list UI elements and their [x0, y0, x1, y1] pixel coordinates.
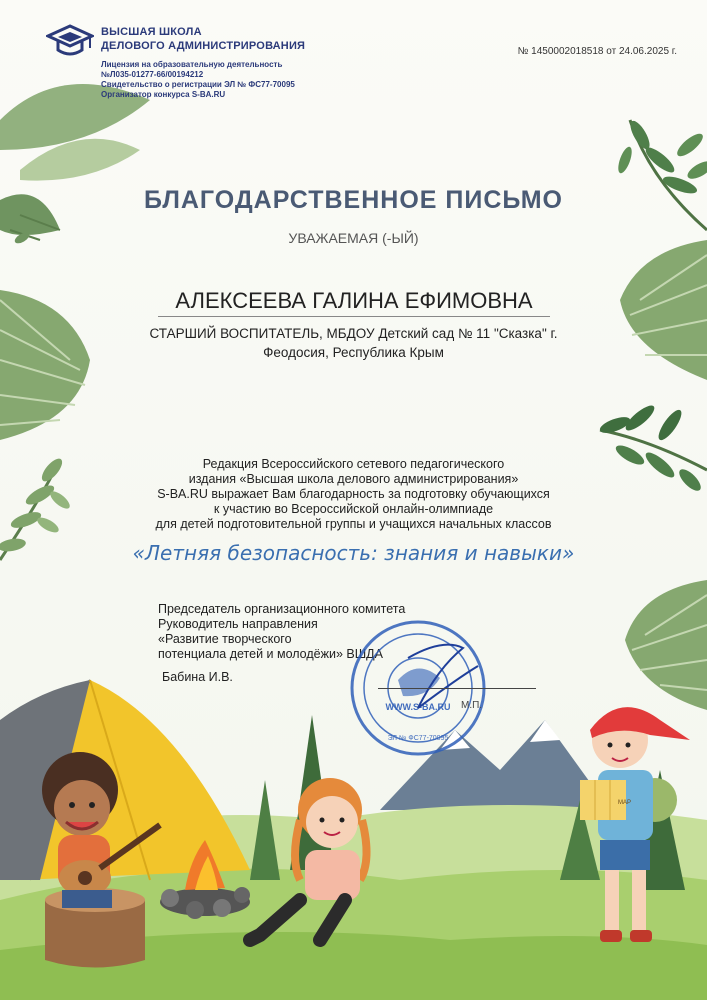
- registration-text: Свидетельство о регистрации ЭЛ № ФС77-70095: [101, 80, 295, 89]
- recipient-position: [110, 324, 597, 362]
- license-number: №Л035-01277-66/00194212: [101, 70, 204, 79]
- license-text: Лицензия на образовательную деятельность: [101, 60, 283, 69]
- position-line2: Феодосия, Республика Крым: [263, 345, 444, 360]
- org-name-line2: ДЕЛОВОГО АДМИНИСТРИРОВАНИЯ: [101, 40, 306, 52]
- map-label: MAP: [618, 800, 632, 806]
- salutation: УВАЖАЕМАЯ (-ЫЙ): [288, 230, 419, 246]
- stamp-url: WWW.S-BA.RU: [385, 702, 451, 712]
- stamp-registration: ЭЛ № ФС77-70095: [387, 735, 449, 742]
- position-line1: СТАРШИЙ ВОСПИТАТЕЛЬ, МБДОУ Детский сад № 11 "Сказка" г.: [149, 326, 558, 341]
- stamp-place-mark: М.П.: [461, 700, 483, 711]
- body-line1: Редакция Всероссийского сетевого педагогического: [202, 457, 505, 471]
- organization-credentials: [101, 60, 295, 100]
- document-title: БЛАГОДАРСТВЕННОЕ ПИСЬМО: [143, 186, 564, 214]
- body-line3: S-BA.RU выражает Вам благодарность за подготовку обучающихся: [157, 487, 550, 501]
- gratitude-text: [90, 457, 617, 532]
- signature-line: [378, 688, 536, 689]
- signer-name: Бабина И.В.: [162, 670, 233, 684]
- signer-title-line2: Руководитель направления: [158, 617, 318, 631]
- signer-title-line1: Председатель организационного комитета: [158, 602, 406, 616]
- graduation-cap-logo-icon: [46, 24, 94, 58]
- document-number: № 1450002018518 от 24.06.2025 г.: [517, 46, 677, 57]
- body-line2: издания «Высшая школа делового администрирования»: [188, 472, 519, 486]
- organization-name: [101, 25, 305, 53]
- org-name-line1: ВЫСШАЯ ШКОЛА: [101, 26, 202, 38]
- body-line4: к участию во Всероссийской онлайн-олимпиаде: [213, 502, 494, 516]
- organizer-text: Организатор конкурса S-BA.RU: [101, 90, 226, 99]
- body-line5: для детей подготовительной группы и учащихся начальных классов: [155, 517, 552, 531]
- signer-title-line4: потенциала детей и молодёжи» ВШДА: [158, 647, 383, 661]
- signer-title-line3: «Развитие творческого: [158, 632, 292, 646]
- recipient-name: АЛЕКСЕЕВА ГАЛИНА ЕФИМОВНА: [158, 288, 550, 317]
- olympiad-name: «Летняя безопасность: знания и навыки»: [132, 541, 575, 565]
